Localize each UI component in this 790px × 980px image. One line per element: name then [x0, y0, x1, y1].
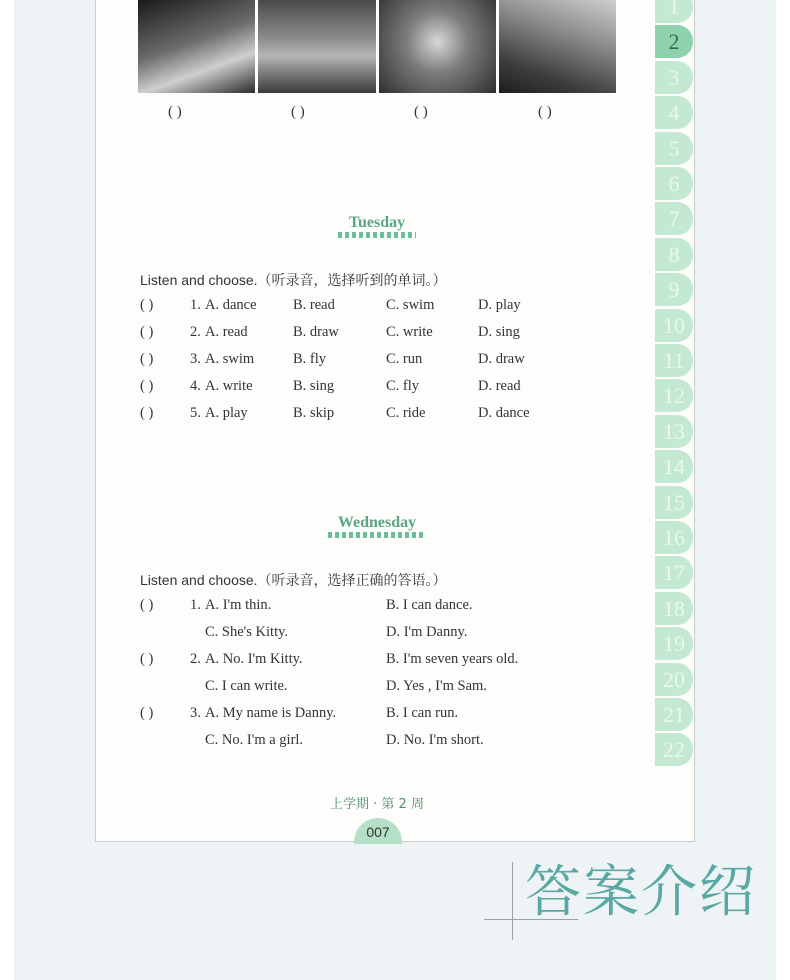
option-c: C. She's Kitty.	[205, 624, 289, 640]
week-tab-19[interactable]: 19	[655, 627, 693, 660]
week-tab-22[interactable]: 22	[655, 733, 693, 766]
week-tab-4[interactable]: 4	[655, 96, 693, 129]
answer-blank[interactable]: ( )	[140, 597, 154, 613]
photo-blank-1[interactable]: ( )	[168, 104, 182, 120]
week-tab-12[interactable]: 12	[655, 379, 693, 412]
option-a: A. read	[205, 324, 248, 340]
option-a: A. No. I'm Kitty.	[205, 651, 303, 667]
week-tab-10[interactable]: 10	[655, 309, 693, 342]
photo-blank-3[interactable]: ( )	[414, 104, 428, 120]
question-number: 3.	[190, 351, 201, 367]
option-d: D. play	[478, 297, 521, 313]
week-tab-13[interactable]: 13	[655, 415, 693, 448]
caption-title: 答案介绍	[525, 860, 757, 925]
answer-blank[interactable]: ( )	[140, 378, 154, 394]
option-c: C. swim	[386, 297, 435, 313]
crosshair-vertical	[512, 862, 513, 940]
week-tab-15[interactable]: 15	[655, 486, 693, 519]
option-b: B. sing	[293, 378, 335, 394]
option-b: B. I can run.	[386, 705, 459, 721]
week-tab-2[interactable]: 2	[655, 25, 693, 58]
answer-blank[interactable]: ( )	[140, 705, 154, 721]
option-c: C. I can write.	[205, 678, 288, 694]
option-a: A. I'm thin.	[205, 597, 272, 613]
tuesday-instruction: Listen and choose.（听录音，选择听到的单词。）	[140, 272, 447, 288]
option-a: A. play	[205, 405, 248, 421]
photo-girl-writing	[138, 0, 255, 93]
option-b: B. I'm seven years old.	[386, 651, 519, 667]
week-tab-18[interactable]: 18	[655, 592, 693, 625]
week-tab-7[interactable]: 7	[655, 202, 693, 235]
option-c: C. run	[386, 351, 423, 367]
option-a: A. dance	[205, 297, 257, 313]
week-tab-9[interactable]: 9	[655, 273, 693, 306]
answer-blank[interactable]: ( )	[140, 405, 154, 421]
option-d: D. I'm Danny.	[386, 624, 468, 640]
photo-blank-2[interactable]: ( )	[291, 104, 305, 120]
option-d: D. No. I'm short.	[386, 732, 484, 748]
option-c: C. fly	[386, 378, 420, 394]
question-number: 4.	[190, 378, 201, 394]
question-number: 3.	[190, 705, 201, 721]
week-tab-20[interactable]: 20	[655, 663, 693, 696]
option-a: A. swim	[205, 351, 255, 367]
option-c: C. ride	[386, 405, 426, 421]
option-d: D. read	[478, 378, 521, 394]
week-tab-3[interactable]: 3	[655, 61, 693, 94]
week-tab-11[interactable]: 11	[655, 344, 693, 377]
option-c: C. No. I'm a girl.	[205, 732, 304, 748]
week-tab-17[interactable]: 17	[655, 556, 693, 589]
question-number: 1.	[190, 297, 201, 313]
tuesday-heading: Tuesday	[348, 214, 406, 231]
option-a: A. My name is Danny.	[205, 705, 337, 721]
option-b: B. draw	[293, 324, 339, 340]
answer-blank[interactable]: ( )	[140, 297, 154, 313]
option-b: B. skip	[293, 405, 335, 421]
answer-blank[interactable]: ( )	[140, 651, 154, 667]
answer-blank[interactable]: ( )	[140, 351, 154, 367]
option-c: C. write	[386, 324, 433, 340]
photo-strip	[138, 0, 616, 93]
question-number: 1.	[190, 597, 201, 613]
photo-boy-running	[258, 0, 375, 93]
question-number: 5.	[190, 405, 201, 421]
wednesday-wave-underline	[328, 532, 424, 538]
week-tab-21[interactable]: 21	[655, 698, 693, 731]
week-tab-5[interactable]: 5	[655, 132, 693, 165]
page-footer: 上学期 · 第 2 周	[330, 797, 424, 812]
option-d: D. draw	[478, 351, 525, 367]
tuesday-wave-underline	[338, 232, 416, 238]
week-tab-16[interactable]: 16	[655, 521, 693, 554]
option-d: D. Yes , I'm Sam.	[386, 678, 487, 694]
answer-blank[interactable]: ( )	[140, 324, 154, 340]
option-b: B. I can dance.	[386, 597, 473, 613]
option-d: D. sing	[478, 324, 520, 340]
page-number: 007	[354, 818, 402, 844]
option-d: D. dance	[478, 405, 530, 421]
option-a: A. write	[205, 378, 253, 394]
week-tab-1[interactable]: 1	[655, 0, 693, 23]
question-number: 2.	[190, 324, 201, 340]
wednesday-heading: Wednesday	[337, 514, 417, 531]
question-number: 2.	[190, 651, 201, 667]
option-b: B. read	[293, 297, 335, 313]
photo-child-swimming	[379, 0, 496, 93]
week-tab-8[interactable]: 8	[655, 238, 693, 271]
wednesday-instruction: Listen and choose.（听录音，选择正确的答语。）	[140, 572, 447, 588]
week-tab-6[interactable]: 6	[655, 167, 693, 200]
photo-blank-4[interactable]: ( )	[538, 104, 552, 120]
photo-children-playing	[499, 0, 616, 93]
week-tabs	[655, 0, 695, 763]
option-b: B. fly	[293, 351, 327, 367]
week-tab-14[interactable]: 14	[655, 450, 693, 483]
